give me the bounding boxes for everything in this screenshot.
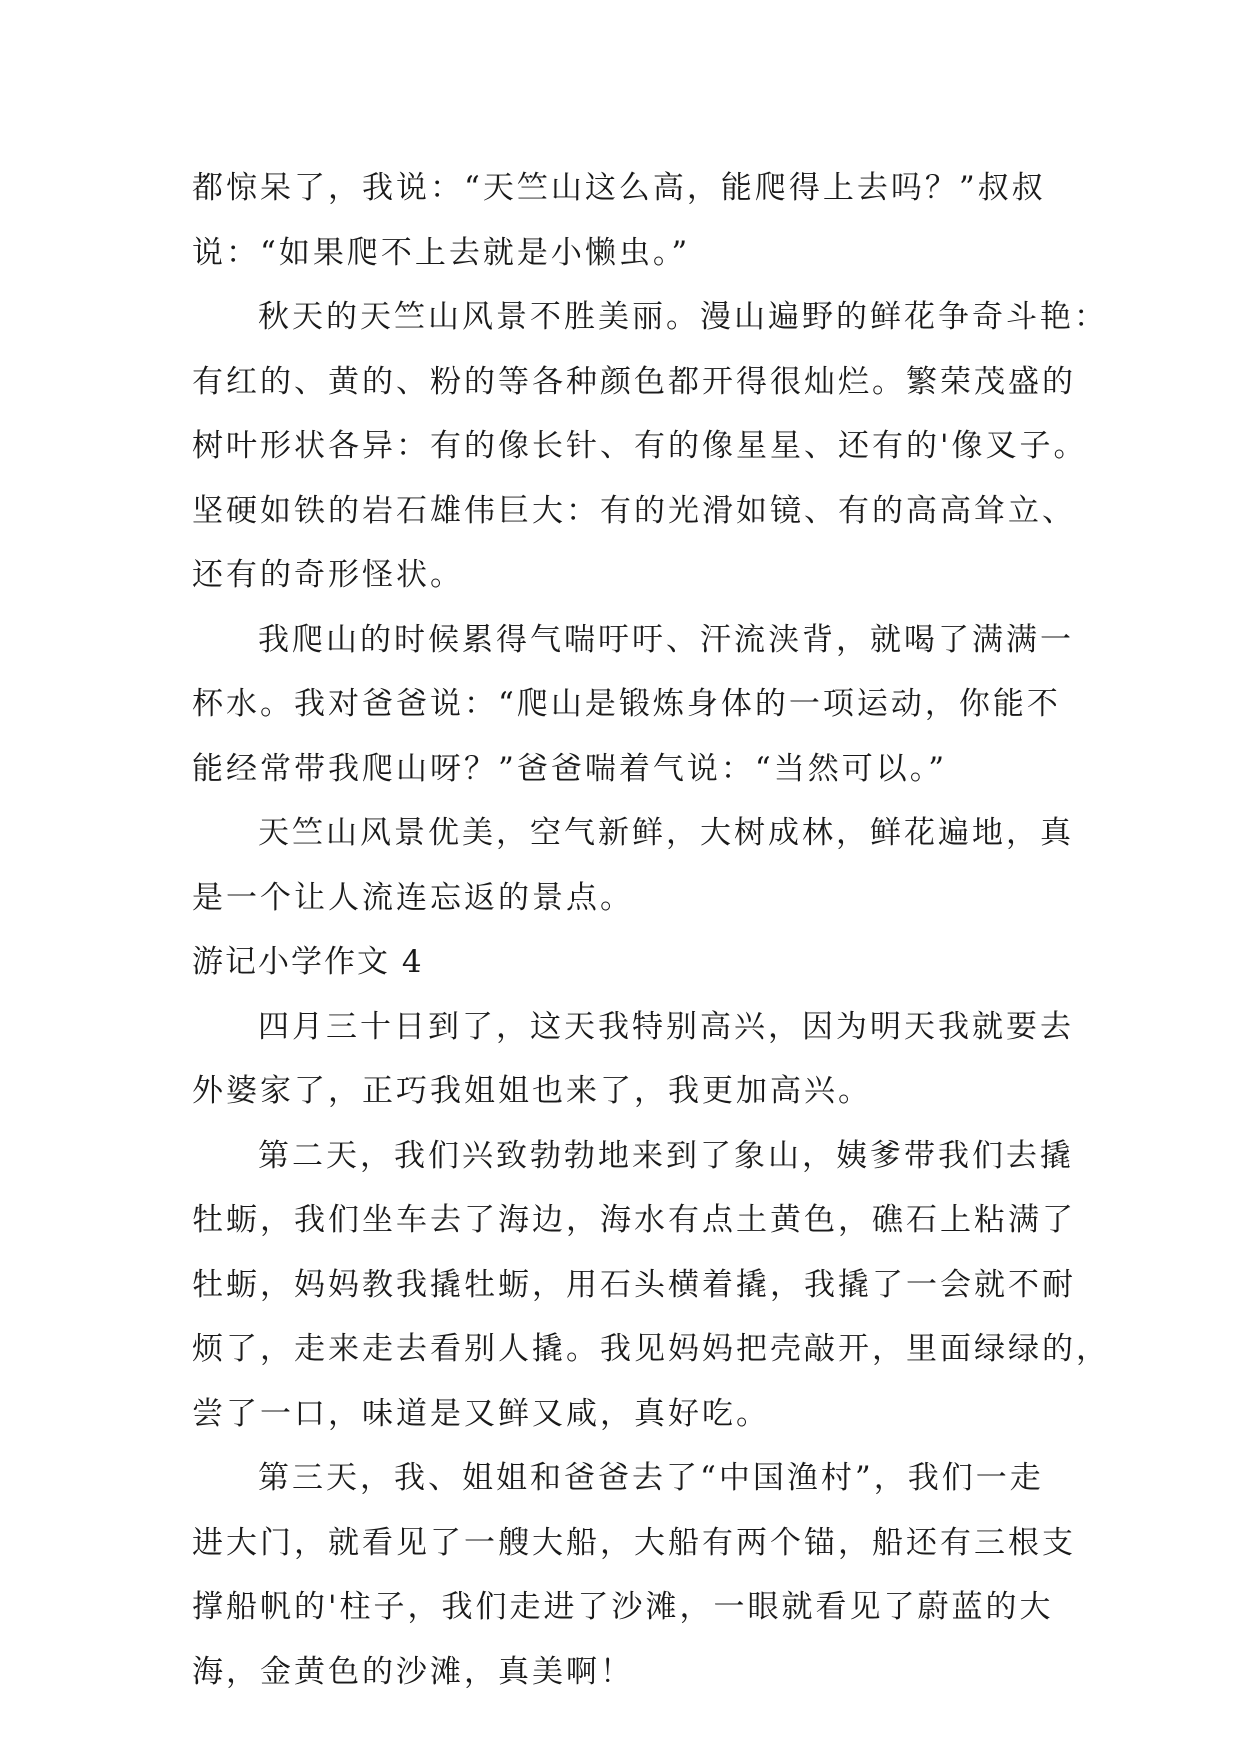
paragraph-line: 秋天的天竺山风景不胜美丽。漫山遍野的鲜花争奇斗艳： bbox=[258, 299, 1108, 335]
paragraph-line: 有红的、黄的、粉的等各种颜色都开得很灿烂。繁荣茂盛的 bbox=[192, 363, 1076, 400]
paragraph-line: 是一个让人流连忘返的景点。 bbox=[192, 879, 634, 916]
paragraph-line: 还有的奇形怪状。 bbox=[192, 557, 464, 593]
paragraph-line: 四月三十日到了，这天我特别高兴，因为明天我就要去 bbox=[258, 1008, 1074, 1045]
paragraph-line: 杯水。我对爸爸说：“爬山是锻炼身体的一项运动，你能不 bbox=[192, 686, 1061, 722]
paragraph-line: 天竺山风景优美，空气新鲜，大树成林，鲜花遍地，真 bbox=[258, 815, 1074, 851]
paragraph-line: 牡蛎，妈妈教我撬牡蛎，用石头横着撬，我撬了一会就不耐 bbox=[192, 1266, 1076, 1303]
paragraph-line: 树叶形状各异：有的像长针、有的像星星、还有的'像叉子。 bbox=[192, 428, 1088, 464]
paragraph-line: 我爬山的时候累得气喘吁吁、汗流浃背，就喝了满满一 bbox=[258, 621, 1074, 658]
paragraph-line: 牡蛎，我们坐车去了海边，海水有点土黄色，礁石上粘满了 bbox=[192, 1202, 1076, 1238]
paragraph-line: 尝了一口，味道是又鲜又咸，真好吃。 bbox=[192, 1395, 770, 1432]
paragraph-line: 撑船帆的'柱子，我们走进了沙滩，一眼就看见了蔚蓝的大 bbox=[192, 1589, 1054, 1625]
paragraph-line: 外婆家了，正巧我姐姐也来了，我更加高兴。 bbox=[192, 1073, 872, 1109]
paragraph-line: 坚硬如铁的岩石雄伟巨大：有的光滑如镜、有的高高耸立、 bbox=[192, 492, 1076, 529]
paragraph-line: 烦了，走来走去看别人撬。我见妈妈把壳敲开，里面绿绿的， bbox=[192, 1331, 1110, 1367]
section-heading: 游记小学作文 4 bbox=[192, 944, 424, 980]
paragraph-line: 进大门，就看见了一艘大船，大船有两个锚，船还有三根支 bbox=[192, 1524, 1076, 1561]
paragraph-line: 都惊呆了，我说：“天竺山这么高，能爬得上去吗？”叔叔 bbox=[192, 170, 1046, 206]
paragraph-line: 海，金黄色的沙滩，真美啊！ bbox=[192, 1653, 634, 1690]
paragraph-line: 说：“如果爬不上去就是小懒虫。” bbox=[192, 234, 691, 271]
paragraph-line: 第二天，我们兴致勃勃地来到了象山，姨爹带我们去撬 bbox=[258, 1137, 1074, 1174]
paragraph-line: 能经常带我爬山呀？”爸爸喘着气说：“当然可以。” bbox=[192, 750, 948, 787]
paragraph-line: 第三天，我、姐姐和爸爸去了“中国渔村”，我们一走 bbox=[258, 1460, 1044, 1496]
essay-body bbox=[192, 156, 1110, 1704]
